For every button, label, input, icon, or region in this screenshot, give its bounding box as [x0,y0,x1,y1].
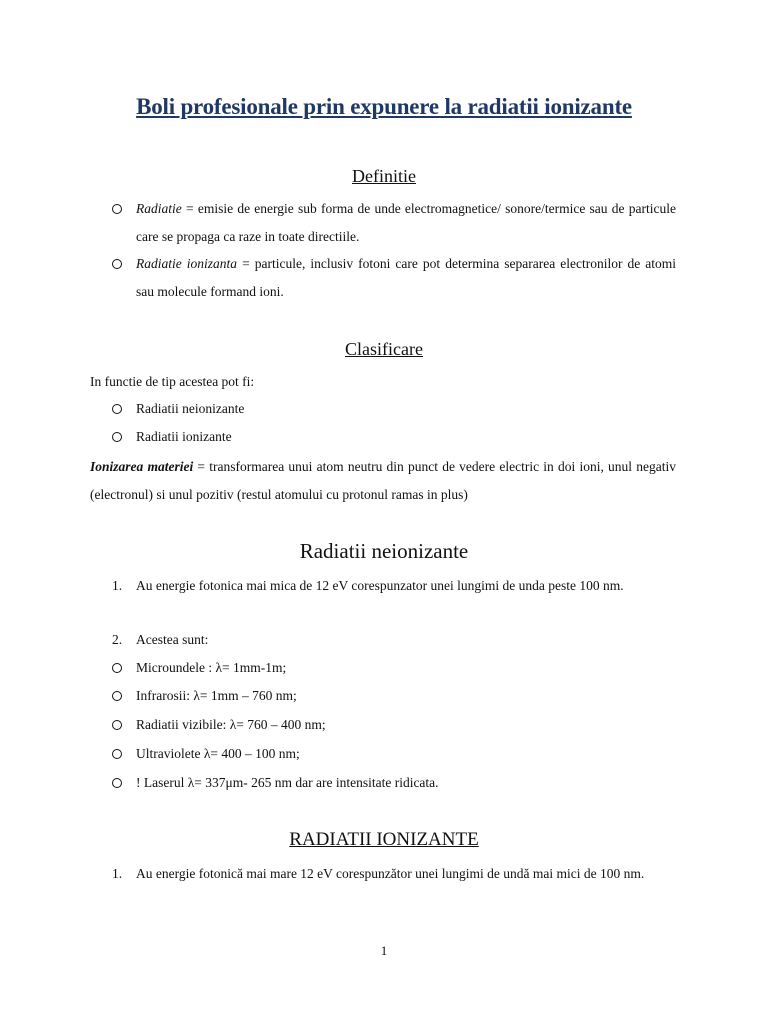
list-item: Radiatii neionizante [136,401,245,416]
list-item: ! Laserul λ= 337μm- 265 nm dar are intensitate ridicata. [136,775,439,790]
hollow-circle-bullet-icon [112,720,122,730]
list-item: Infrarosii: λ= 1mm – 760 nm; [136,688,297,703]
definition-text: = emisie de energie sub forma de unde electromagnetice/ sonore/termice sau de particule care se propaga ca raze in toate directiile. [136,201,676,244]
section-heading-definitie: Definitie [352,166,416,186]
hollow-circle-bullet-icon [112,778,122,788]
list-item: Au energie fotonică mai mare 12 eV corespunzător unei lungimi de undă mai mici de 100 nm. [136,866,645,881]
term-ionizarea-materiei: Ionizarea materiei [90,459,194,474]
page-number: 1 [380,943,388,958]
hollow-circle-bullet-icon [112,663,122,673]
list-item: Ultraviolete λ= 400 – 100 nm; [136,746,300,761]
section-heading-ionizante: RADIATII IONIZANTE [289,829,479,850]
list-item: Radiatii vizibile: λ= 760 – 400 nm; [136,717,326,732]
hollow-circle-bullet-icon [112,204,122,214]
hollow-circle-bullet-icon [112,749,122,759]
section-heading-neionizante: Radiatii neionizante [299,539,469,563]
term-radiatie-ionizanta: Radiatie ionizanta [136,256,238,271]
term-radiatie: Radiatie [136,201,182,216]
list-item: Microundele : λ= 1mm-1m; [136,660,287,675]
ionizare-paragraph [90,453,676,509]
list-item: Radiatii ionizante [136,429,232,444]
hollow-circle-bullet-icon [112,432,122,442]
clasificare-intro: In functie de tip acestea pot fi: [90,374,255,389]
hollow-circle-bullet-icon [112,259,122,269]
hollow-circle-bullet-icon [112,404,122,414]
list-item [136,195,676,251]
list-item: Acestea sunt: [136,632,209,647]
list-item [136,250,676,306]
hollow-circle-bullet-icon [112,691,122,701]
section-heading-clasificare: Clasificare [345,339,423,359]
list-number: 1. [112,578,123,593]
definition-text: = transformarea unui atom neutru din punct de vedere electric in doi ioni, unul negativ (electronul) si unul pozitiv (restul atomului cu protonul ramas in plus) [90,459,676,502]
list-number: 1. [112,866,123,881]
list-number: 2. [112,632,123,647]
definition-text: = particule, inclusiv fotoni care pot determina separarea electronilor de atomi sau molecule formand ioni. [136,256,676,299]
list-item: Au energie fotonica mai mica de 12 eV corespunzator unei lungimi de unda peste 100 nm. [136,578,624,593]
document-title: Boli profesionale prin expunere la radiatii ionizante [136,94,632,119]
